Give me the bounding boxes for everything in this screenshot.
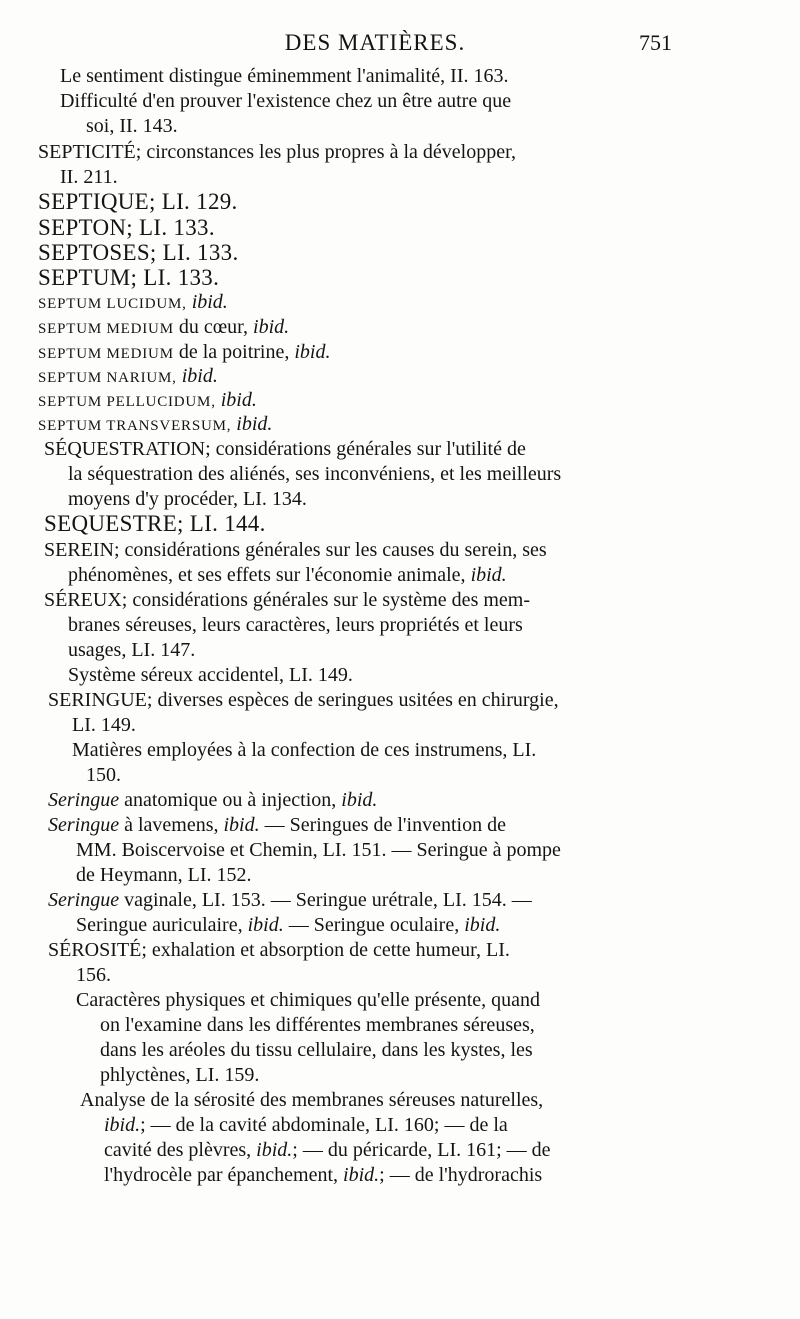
index-entry-septum-transversum (38, 412, 272, 438)
index-entry-septum-lucidum (38, 290, 228, 316)
ibid-ref: ibid. (236, 413, 273, 435)
line-text: SÉROSITÉ; exhalation et absorption de cette humeur, LI. (48, 939, 510, 961)
line-text: ; — de la cavité abdominale, LI. 160; — de la (140, 1114, 508, 1136)
entry-term: Seringue (48, 814, 120, 836)
index-entry-serosite (48, 938, 510, 962)
index-line (48, 888, 532, 912)
line-text: Seringue auriculaire, (76, 914, 243, 936)
line-text: l'hydrocèle par épanchement, (104, 1164, 339, 1186)
index-entry-septique: SEPTIQUE; LI. 129. (38, 189, 238, 214)
line-text: ; — du péricarde, LI. 161; — de (292, 1139, 551, 1161)
line-text: Difficulté d'en prouver l'existence chez un être autre que (60, 90, 512, 112)
index-line: moyens d'y procéder, LI. 134. (68, 488, 307, 510)
entry-term: Seringue (48, 789, 120, 811)
index-line: phlyctènes, LI. 159. (100, 1064, 260, 1086)
ibid-ref: ibid. (294, 341, 331, 363)
line-text: SEREIN; considérations générales sur les causes du serein, ses (44, 539, 547, 561)
line-text: du cœur, (178, 316, 249, 338)
index-line (48, 813, 506, 837)
entry-term: SEPTUM LUCIDUM, (38, 296, 187, 312)
index-line: la séquestration des aliénés, ses inconvéniens, et les meilleurs (68, 463, 562, 485)
index-entry-septum-narium (38, 364, 218, 390)
ibid-ref: ibid. (343, 1164, 380, 1186)
page-number: 751 (639, 30, 672, 55)
entry-term: SEPTUM NARIUM, (38, 370, 177, 386)
line-text: — Seringues de l'invention de (264, 814, 506, 836)
index-line: on l'examine dans les différentes membranes séreuses, (100, 1014, 535, 1036)
index-line: 156. (76, 964, 111, 986)
entry-term: SEPTUM MEDIUM (38, 346, 174, 362)
index-line (60, 89, 685, 113)
index-line: LI. 149. (72, 714, 136, 736)
index-line (104, 1138, 551, 1162)
index-entry-sereux (44, 588, 530, 612)
index-line: 150. (86, 764, 121, 786)
ibid-ref: ibid. (220, 389, 257, 411)
line-text: SEPTICITÉ; circonstances les plus propres à la développer, (38, 141, 516, 163)
ibid-ref: ibid. (253, 316, 290, 338)
entry-term: SEPTUM MEDIUM (38, 321, 174, 337)
ibid-ref: ibid. (247, 914, 284, 936)
index-line (68, 563, 507, 587)
index-entry-sequestre: SEQUESTRE; LI. 144. (44, 511, 266, 536)
ibid-ref: ibid. (470, 564, 507, 586)
line-text: SERINGUE; diverses espèces de seringues usitées en chirurgie, (48, 689, 559, 711)
index-entry-septum: SEPTUM; LI. 133. (38, 265, 220, 290)
ibid-ref: ibid. (341, 789, 378, 811)
line-text: à lavemens, (124, 814, 219, 836)
line-text: cavité des plèvres, (104, 1139, 252, 1161)
index-line: Matières employées à la confection de ces instrumens, LI. (72, 739, 537, 761)
index-line: II. 211. (60, 166, 118, 188)
entry-term: SEPTUM PELLUCIDUM, (38, 394, 216, 410)
index-entry-serein (44, 538, 547, 562)
index-entry-septum-pellucidum (38, 388, 257, 414)
index-line: branes séreuses, leurs caractères, leurs propriétés et leurs (68, 614, 523, 636)
index-line (76, 913, 500, 937)
line-text: SÉREUX; considérations générales sur le système des mem- (44, 589, 530, 611)
entry-term: SEPTUM TRANSVERSUM, (38, 418, 232, 434)
ibid-ref: ibid. (191, 291, 228, 313)
index-line: Système séreux accidentel, LI. 149. (68, 664, 353, 686)
index-entry-septicite (38, 140, 516, 164)
index-line (104, 1163, 542, 1187)
index-line: dans les aréoles du tissu cellulaire, dans les kystes, les (100, 1039, 533, 1061)
index-entry-septum-medium-poitrine (38, 340, 330, 366)
ibid-ref: ibid. (464, 914, 501, 936)
line-text: phénomènes, et ses effets sur l'économie animale, (68, 564, 466, 586)
ibid-ref: ibid. (104, 1114, 141, 1136)
line-text: ; — de l'hydrorachis (379, 1164, 543, 1186)
line-text: de la poitrine, (178, 341, 290, 363)
ibid-ref: ibid. (181, 365, 218, 387)
entry-term: Seringue (48, 889, 120, 911)
line-text: anatomique ou à injection, (124, 789, 337, 811)
index-line: usages, LI. 147. (68, 639, 196, 661)
index-entry-septoses: SEPTOSES; LI. 133. (38, 240, 239, 265)
index-entry-septon: SEPTON; LI. 133. (38, 215, 215, 240)
index-line: MM. Boiscervoise et Chemin, LI. 151. — Seringue à pompe (76, 839, 561, 861)
line-text: SÉQUESTRATION; considérations générales sur l'utilité de (44, 438, 526, 460)
index-line (48, 788, 377, 812)
running-header: DES MATIÈRES. (284, 30, 466, 55)
index-line (104, 1113, 508, 1137)
index-entry-septum-medium-coeur (38, 315, 289, 341)
line-text: vaginale, LI. 153. — Seringue urétrale, LI. 154. — (124, 889, 532, 911)
index-line: Caractères physiques et chimiques qu'elle présente, quand (76, 989, 541, 1011)
index-line: Analyse de la sérosité des membranes séreuses naturelles, (80, 1089, 544, 1111)
ibid-ref: ibid. (256, 1139, 293, 1161)
index-line: soi, II. 143. (86, 115, 178, 137)
index-entry-sequestration (44, 437, 526, 461)
ibid-ref: ibid. (223, 814, 260, 836)
line-text: — Seringue oculaire, (288, 914, 460, 936)
index-line: Le sentiment distingue éminemment l'animalité, II. 163. (60, 65, 509, 87)
index-entry-seringue (48, 688, 559, 712)
index-line: de Heymann, LI. 152. (76, 864, 252, 886)
